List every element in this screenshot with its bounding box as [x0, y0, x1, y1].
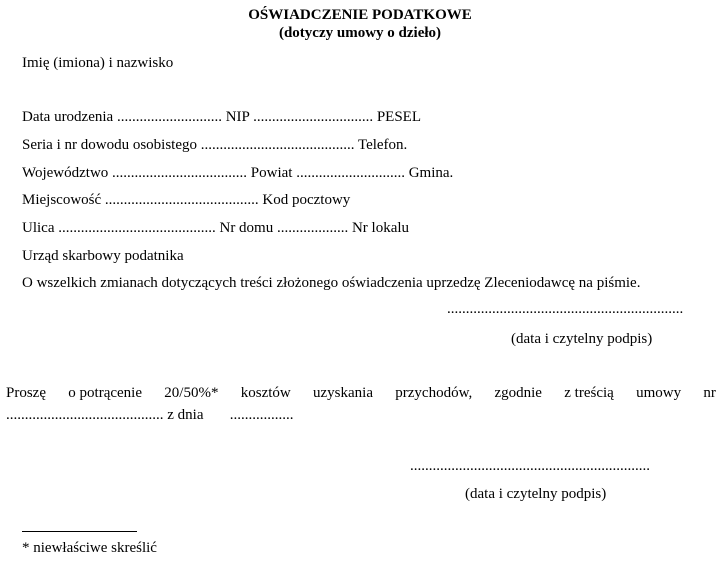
request-word: Proszę	[6, 385, 46, 401]
request-word: kosztów	[240, 385, 291, 401]
request-word: 20/50%*	[164, 385, 219, 401]
request-word: nr	[703, 385, 716, 401]
signature-line-1: ...............................................................	[447, 301, 684, 317]
request-word: zgodnie	[494, 385, 542, 401]
document-subtitle: (dotyczy umowy o dzieło)	[278, 25, 442, 41]
signature-label-1: (data i czytelny podpis)	[511, 331, 653, 347]
footnote-divider	[22, 531, 137, 532]
request-word: uzyskania	[313, 385, 373, 401]
notice-line: O wszelkich zmianach dotyczących treści złożonego oświadczenia uprzedzę Zleceniodawcę na piśmie.	[22, 275, 641, 291]
signature-label-2: (data i czytelny podpis)	[465, 486, 607, 502]
id-phone-line: Seria i nr dowodu osobistego ......................................... Telefon.	[22, 137, 408, 153]
city-postcode-line: Miejscowość ......................................... Kod pocztowy	[22, 192, 351, 208]
name-field-line: Imię (imiona) i nazwisko	[22, 55, 174, 71]
request-word: o potrącenie	[68, 385, 142, 401]
request-word: z treścią	[564, 385, 614, 401]
request-word: przychodów,	[395, 385, 473, 401]
request-word: umowy	[636, 385, 682, 401]
region-line: Województwo .................................... Powiat ............................. Gmina.	[22, 165, 454, 181]
tax-office-line: Urząd skarbowy podatnika	[22, 248, 184, 264]
cost-request-line-1	[6, 382, 716, 404]
cost-request-paragraph	[6, 382, 716, 426]
contract-number-date-line: .......................................... z dnia .................	[6, 407, 294, 423]
signature-line-2: ................................................................	[410, 458, 650, 474]
street-line: Ulica .......................................... Nr domu ................... Nr lokalu	[22, 220, 410, 236]
birth-nip-pesel-line: Data urodzenia ............................ NIP ................................ PESEL	[22, 109, 421, 125]
footnote: * niewłaściwe skreślić	[22, 540, 157, 556]
document-title: OŚWIADCZENIE PODATKOWE	[248, 7, 472, 23]
